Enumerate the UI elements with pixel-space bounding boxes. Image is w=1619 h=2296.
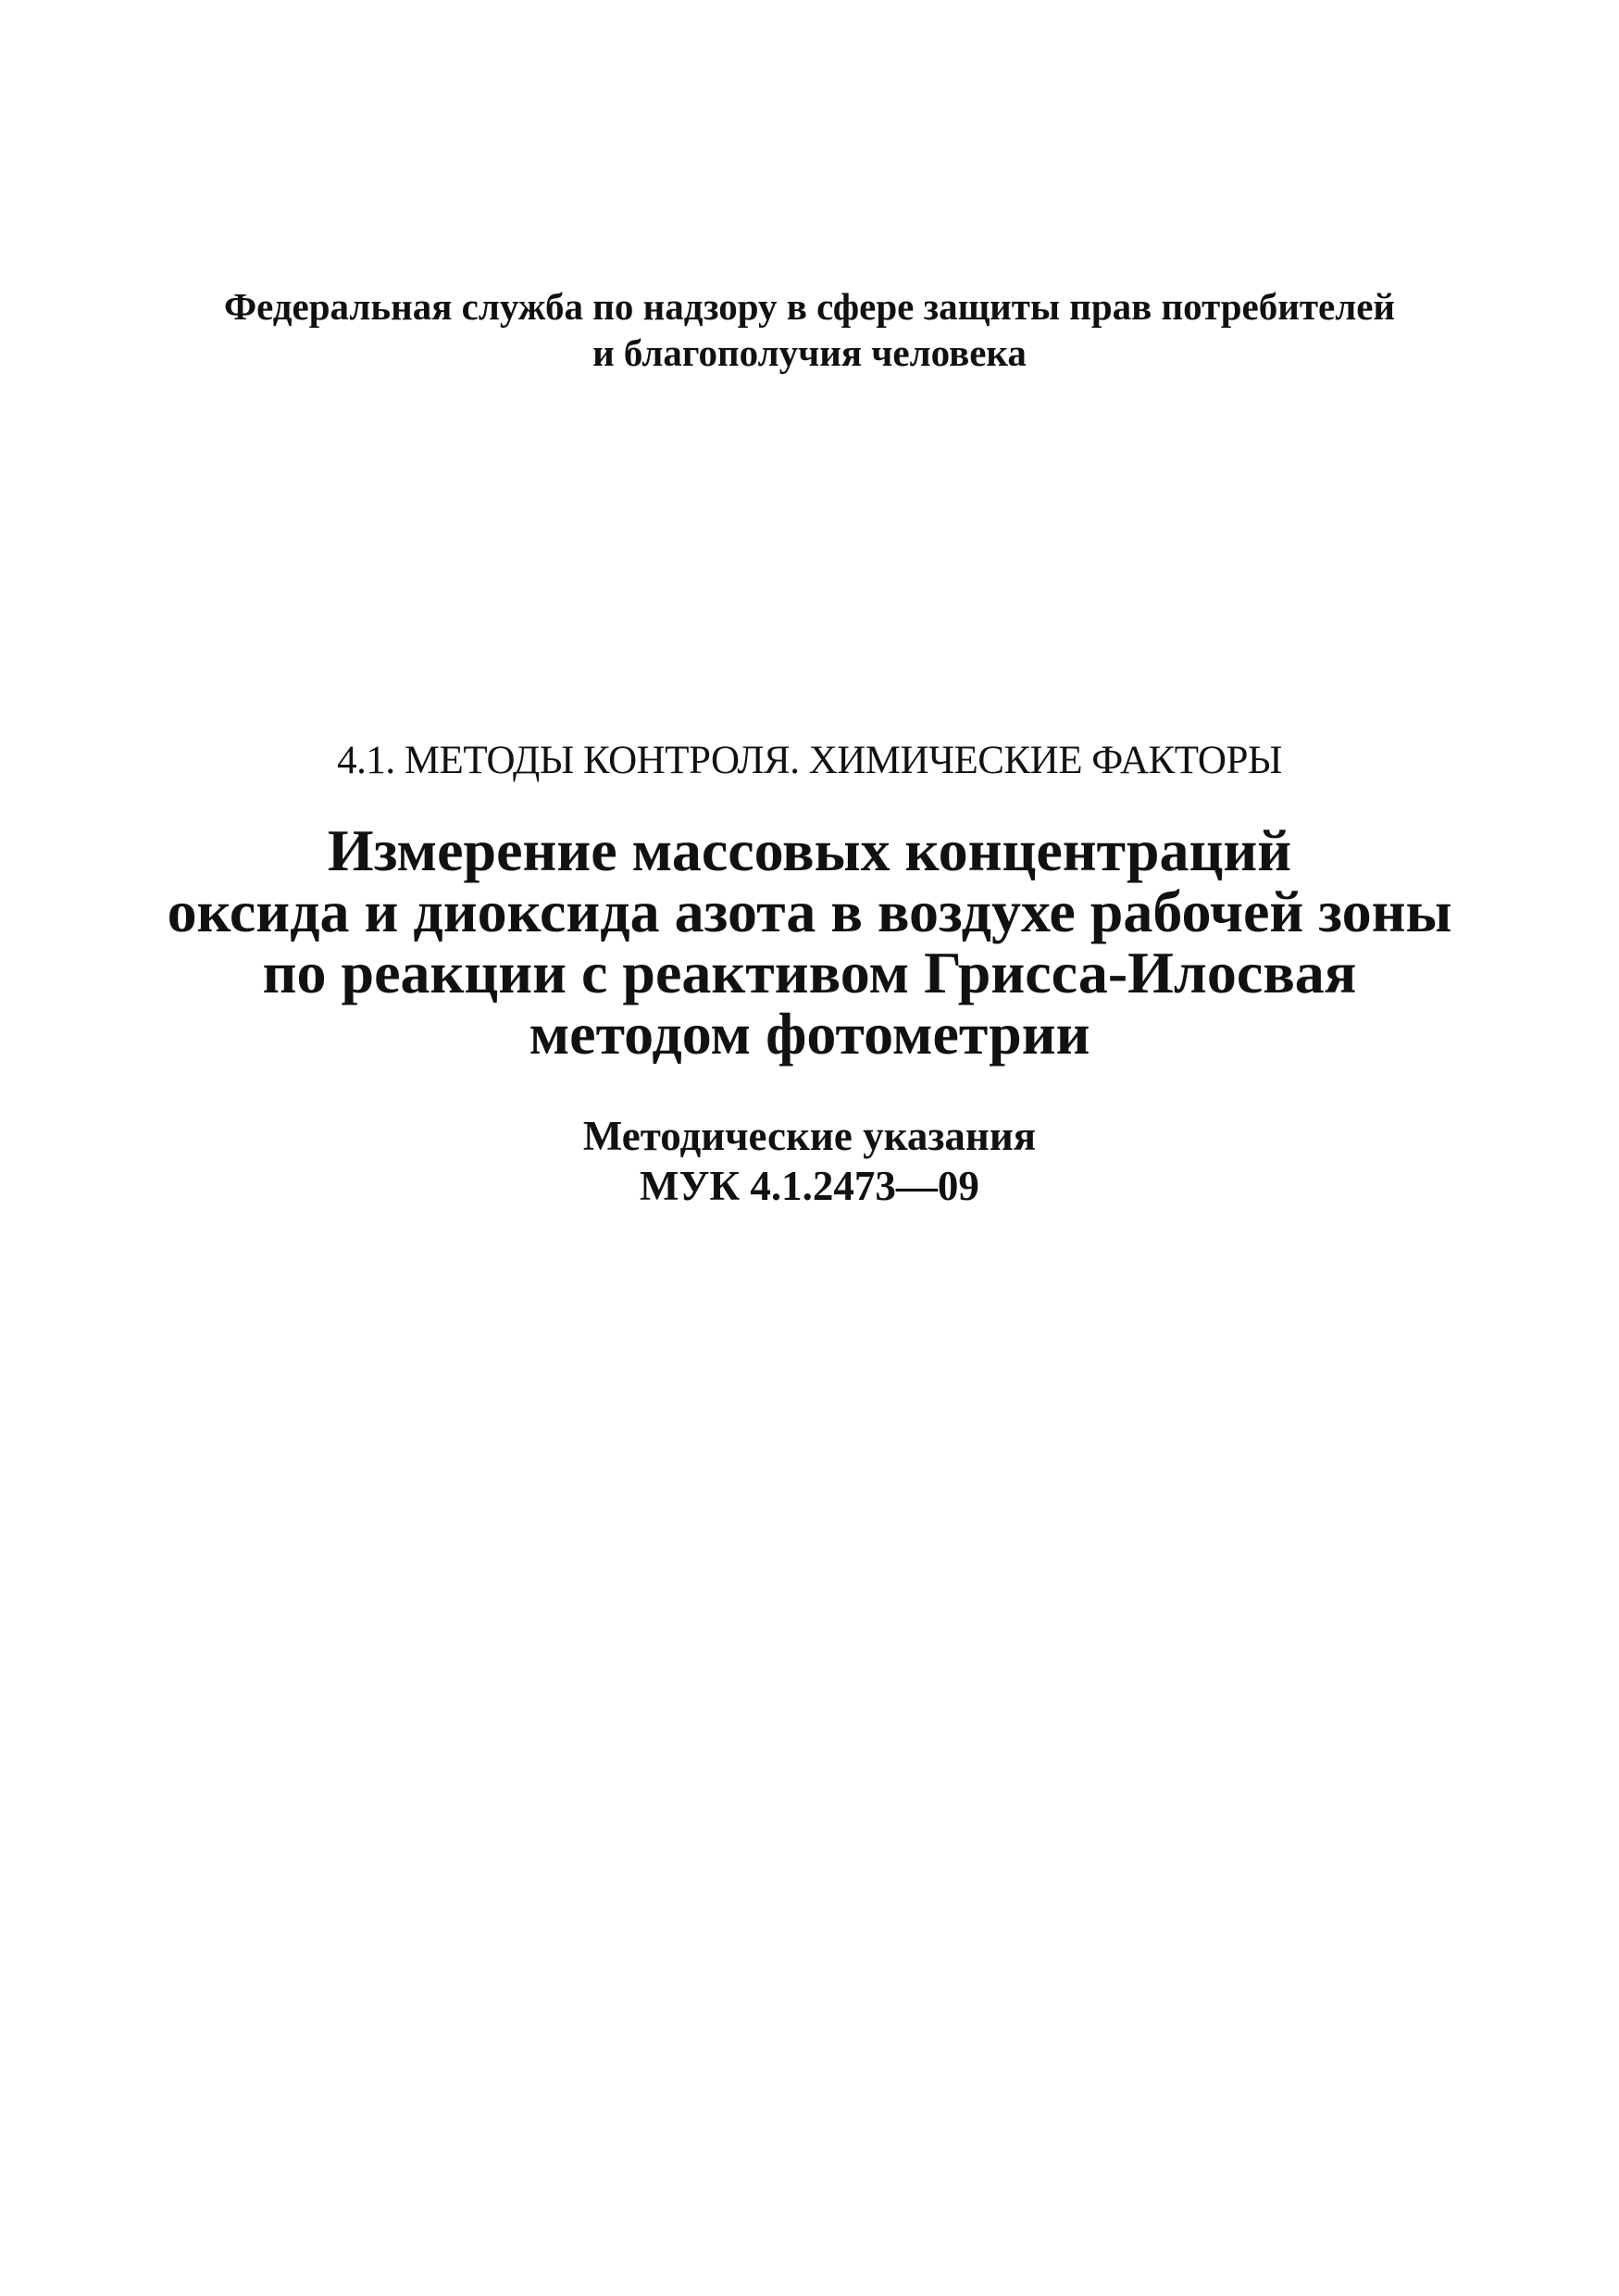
- title-line-3: по реакции с реактивом Грисса-Илосвая: [262, 940, 1357, 1005]
- organization-line-2: и благополучия человека: [592, 331, 1027, 374]
- document-code: МУК 4.1.2473—09: [640, 1163, 979, 1209]
- document-type: Методические указания: [582, 1113, 1037, 1159]
- issuing-organization: [0, 283, 1619, 376]
- organization-line-1: Федеральная служба по надзору в сфере защиты прав потребителей: [223, 285, 1396, 328]
- document-title: [0, 817, 1619, 1067]
- section-heading: 4.1. МЕТОДЫ КОНТРОЛЯ. ХИМИЧЕСКИЕ ФАКТОРЫ: [337, 739, 1282, 782]
- title-line-1: Измерение массовых концентраций: [327, 817, 1292, 883]
- title-line-2: оксида и диоксида азота в воздухе рабочей зоны: [167, 879, 1452, 944]
- title-line-4: методом фотометрии: [529, 1001, 1090, 1067]
- document-designation: [0, 1111, 1619, 1211]
